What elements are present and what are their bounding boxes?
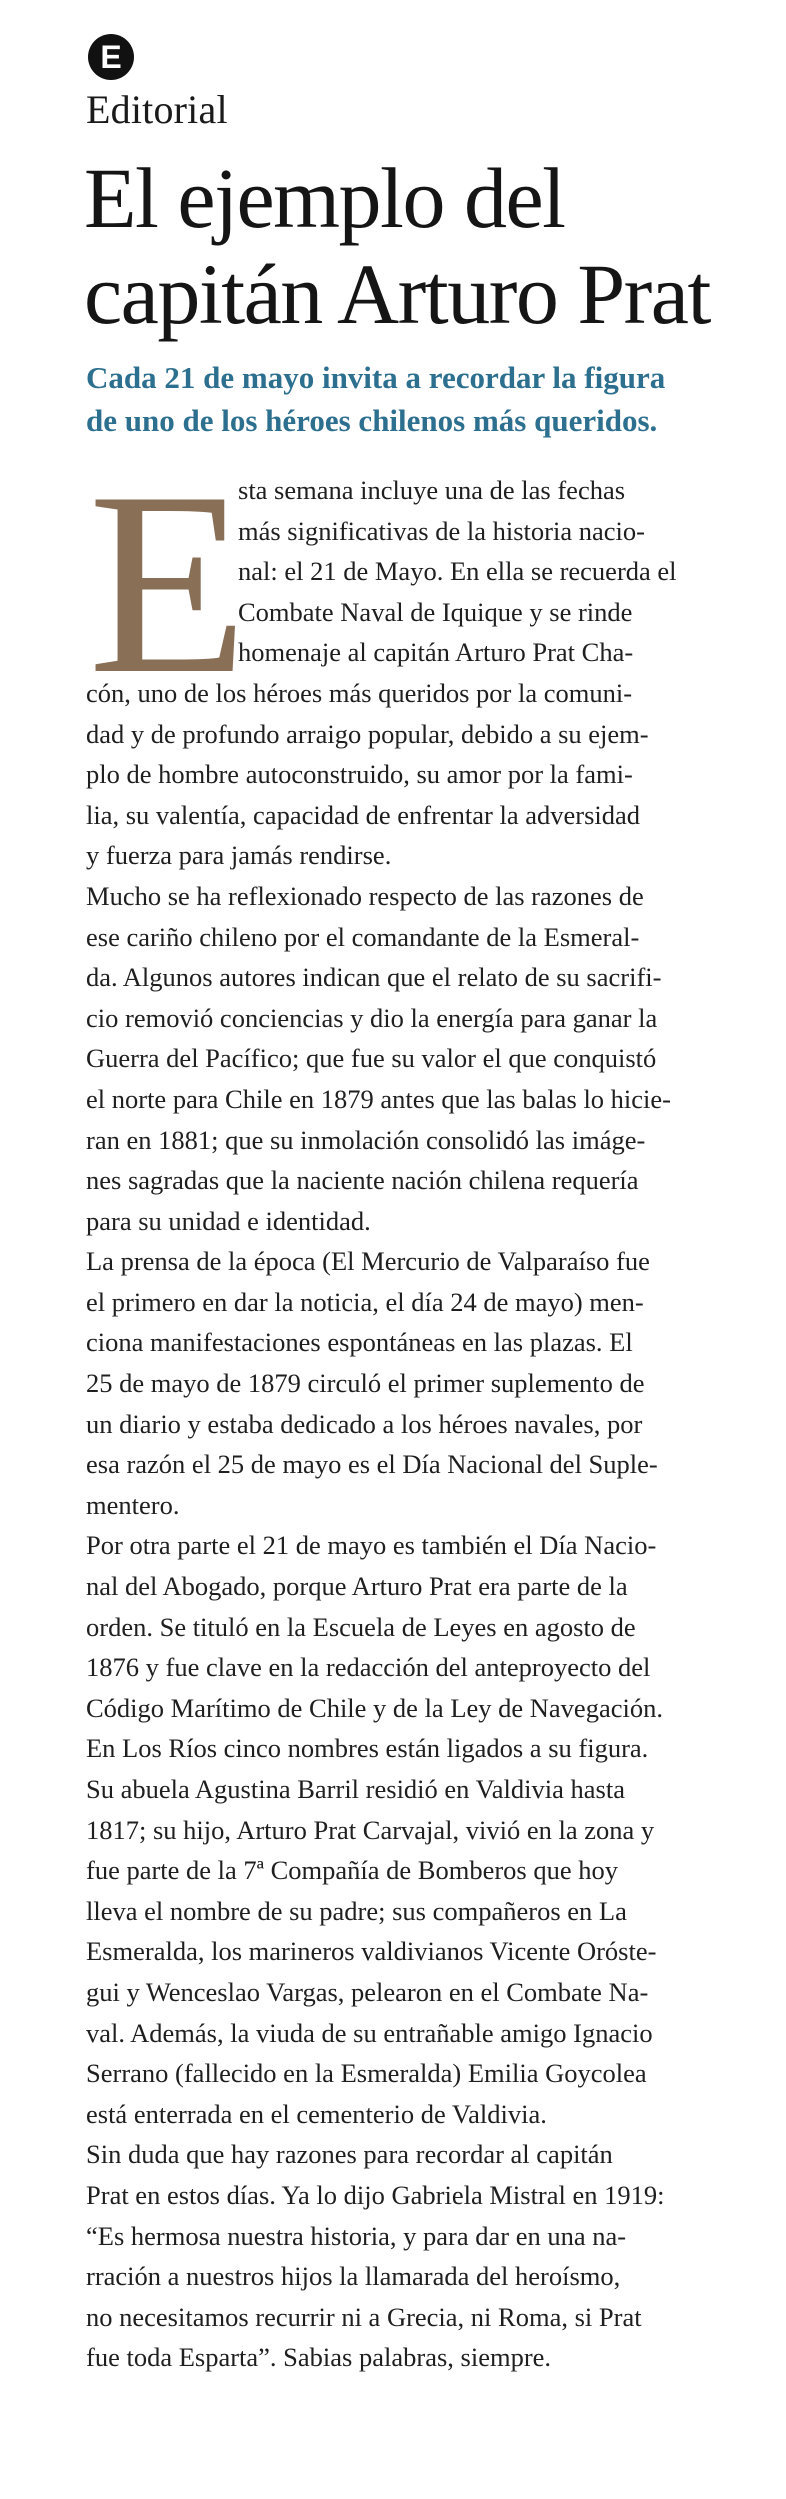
title-line: capitán Arturo Prat — [84, 246, 710, 342]
body-line: mentero. — [86, 1489, 180, 1520]
deck-line: de uno de los héroes chilenos más queridos. — [86, 403, 658, 438]
body-line: plo de hombre autoconstruido, su amor por la fami- — [86, 759, 633, 790]
body-line: para su unidad e identidad. — [86, 1205, 371, 1236]
article-title — [84, 150, 764, 342]
body-line: fue toda Esparta”. Sabias palabras, siempre. — [86, 2342, 552, 2373]
body-line: val. Además, la viuda de su entrañable amigo Ignacio — [86, 2017, 653, 2048]
deck-line: Cada 21 de mayo invita a recordar la figura — [86, 360, 666, 395]
body-line: y fuerza para jamás rendirse. — [86, 840, 392, 871]
body-line: Sin duda que hay razones para recordar al capitán — [86, 2139, 613, 2170]
section-badge: E — [88, 34, 134, 80]
body-line: gui y Wenceslao Vargas, pelearon en el Combate Na- — [86, 1976, 649, 2007]
body-line: Serrano (fallecido en la Esmeralda) Emilia Goycolea — [86, 2058, 647, 2089]
body-line: dad y de profundo arraigo popular, debido a su ejem- — [86, 718, 649, 749]
body-line: lia, su valentía, capacidad de enfrentar la adversidad — [86, 799, 641, 830]
body-line: Su abuela Agustina Barril residió en Valdivia hasta — [86, 1774, 625, 1804]
body-line: 1817; su hijo, Arturo Prat Carvajal, vivió en la zona y — [86, 1814, 655, 1845]
body-line: un diario y estaba dedicado a los héroes navales, por — [86, 1408, 643, 1439]
body-line: lleva el nombre de su padre; sus compañeros en La — [86, 1895, 627, 1926]
body-line: rración a nuestros hijos la llamarada del heroísmo, — [86, 2261, 621, 2292]
title-line: El ejemplo del — [84, 150, 565, 246]
body-line: En Los Ríos cinco nombres están ligados a su figura. — [86, 1733, 649, 1764]
body-line: Combate Naval de Iquique y se rinde — [238, 596, 633, 627]
body-line: ciona manifestaciones espontáneas en las plazas. El — [86, 1327, 633, 1358]
body-line: da. Algunos autores indican que el relato de su sacrifi- — [86, 962, 662, 993]
body-line: “Es hermosa nuestra historia, y para dar en una na- — [86, 2220, 627, 2251]
body-line: no necesitamos recurrir ni a Grecia, ni Roma, si Prat — [86, 2301, 642, 2332]
body-line: Por otra parte el 21 de mayo es también el Día Nacio- — [86, 1530, 657, 1561]
body-line: cón, uno de los héroes más queridos por la comuni- — [86, 677, 633, 708]
body-line: Mucho se ha reflexionado respecto de las razones de — [86, 880, 644, 911]
body-line: La prensa de la época (El Mercurio de Valparaíso fue — [86, 1246, 650, 1277]
body-line: nes sagradas que la naciente nación chilena requería — [86, 1165, 639, 1196]
section-label: Editorial — [86, 87, 228, 132]
body-line: nal: el 21 de Mayo. En ella se recuerda el — [238, 556, 677, 587]
body-line: 25 de mayo de 1879 circuló el primer suplemento de — [86, 1368, 645, 1399]
body-line: Guerra del Pacífico; que fue su valor el que conquistó — [86, 1043, 657, 1074]
body-line: cio removió conciencias y dio la energía para ganar la — [86, 1002, 658, 1033]
body-line: el norte para Chile en 1879 antes que las balas lo hicie- — [86, 1083, 672, 1114]
body-line: Prat en estos días. Ya lo dijo Gabriela Mistral en 1919: — [86, 2179, 665, 2210]
body-line: homenaje al capitán Arturo Prat Cha- — [238, 637, 634, 668]
body-line: ran en 1881; que su inmolación consolidó las imáge- — [86, 1124, 646, 1155]
article-body — [86, 438, 766, 2378]
body-line: esa razón el 25 de mayo es el Día Nacional del Suple- — [86, 1449, 658, 1480]
drop-cap: E — [88, 438, 247, 728]
body-line: 1876 y fue clave en la redacción del anteproyecto del — [86, 1652, 651, 1683]
body-line: Esmeralda, los marineros valdivianos Vicente Oróste- — [86, 1936, 657, 1967]
body-line: más significativas de la historia nacio- — [238, 515, 645, 546]
body-line: fue parte de la 7ª Compañía de Bomberos que hoy — [86, 1855, 619, 1886]
body-line: sta semana incluye una de las fechas — [238, 475, 626, 505]
body-line: el primero en dar la noticia, el día 24 de mayo) men- — [86, 1286, 644, 1317]
article-deck — [86, 356, 776, 442]
body-line: está enterrada en el cementerio de Valdivia. — [86, 2098, 547, 2129]
body-line: nal del Abogado, porque Arturo Prat era parte de la — [86, 1571, 628, 1602]
body-line: orden. Se tituló en la Escuela de Leyes en agosto de — [86, 1611, 636, 1642]
body-line: ese cariño chileno por el comandante de la Esmeral- — [86, 921, 640, 952]
body-line: Código Marítimo de Chile y de la Ley de Navegación. — [86, 1692, 663, 1723]
